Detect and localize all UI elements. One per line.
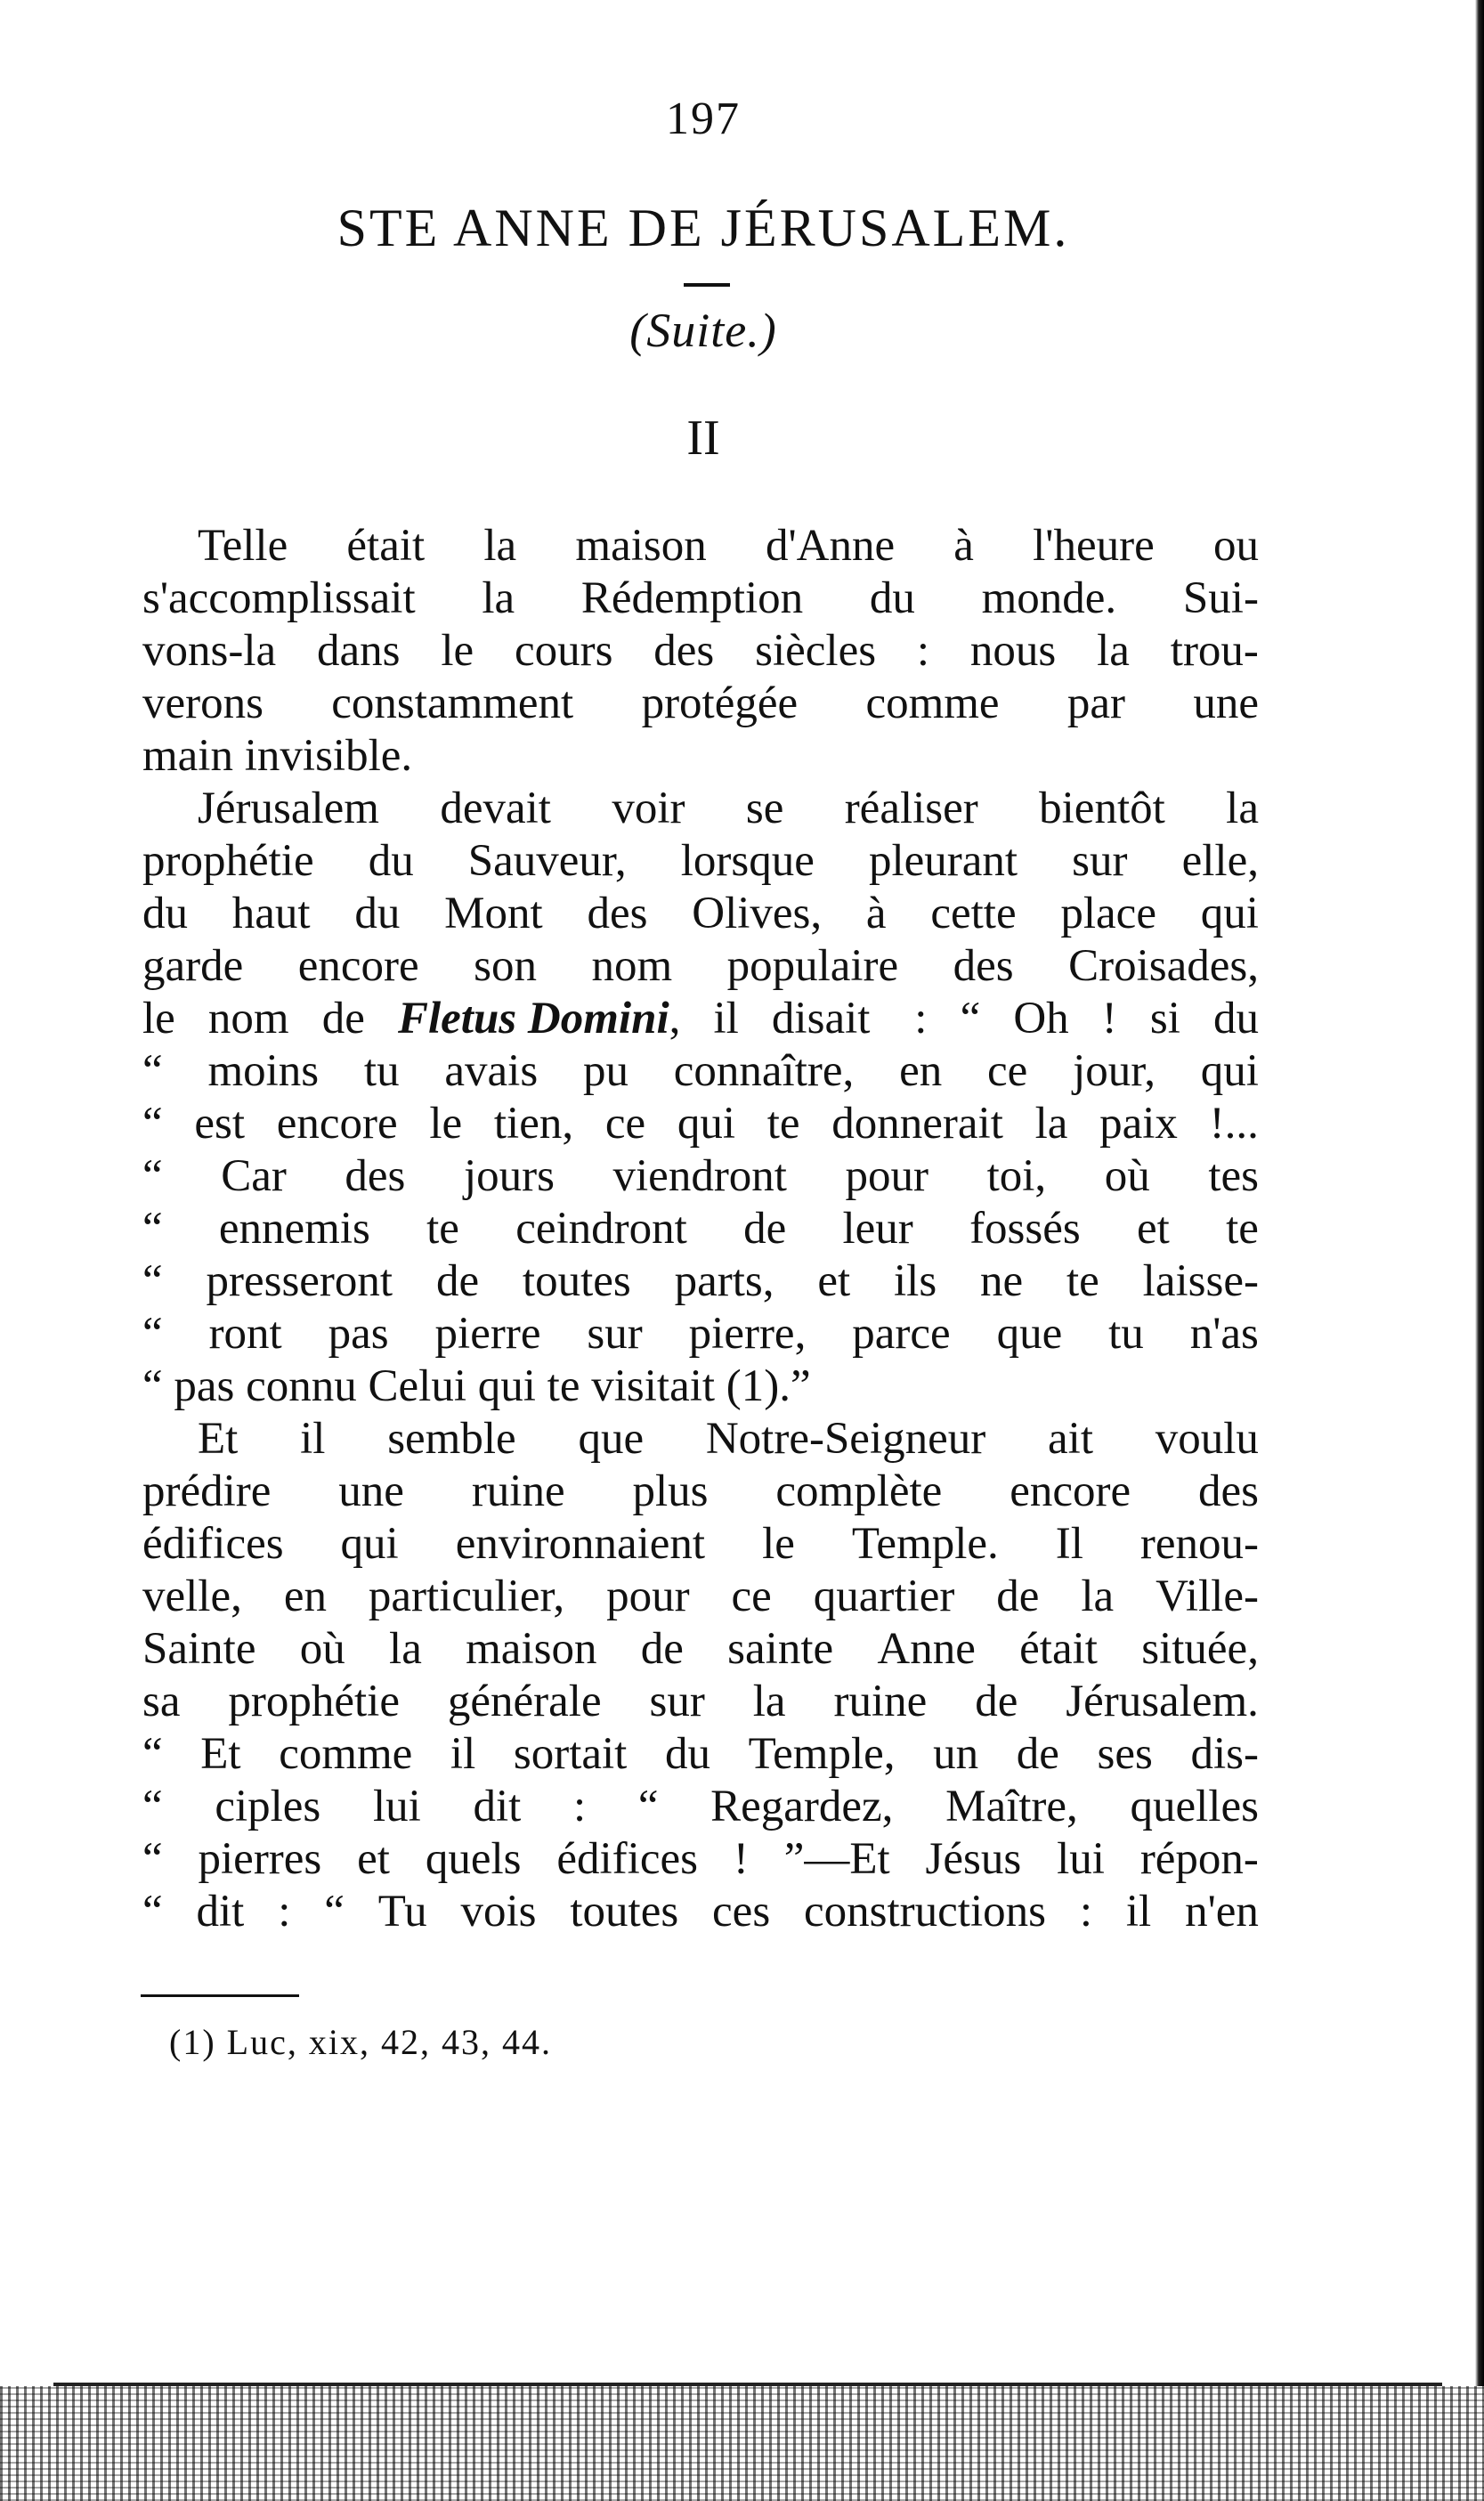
text-line: main invisible. — [142, 731, 413, 781]
text-line: du haut du Mont des Olives, à cette place qui — [142, 889, 1259, 938]
text-line: “ ront pas pierre sur pierre, parce que tu n'as — [142, 1309, 1259, 1359]
footnote-divider — [141, 1994, 299, 1997]
body-text — [142, 520, 1259, 1938]
chapter-title: STE ANNE DE JÉRUSALEM. — [337, 199, 1070, 257]
text-line: “ dit : “ Tu vois toutes ces constructions : il n'en — [142, 1887, 1259, 1937]
text-line: prédire une ruine plus complète encore des — [142, 1466, 1259, 1516]
text-line: “ moins tu avais pu connaître, en ce jour, qui — [142, 1046, 1259, 1096]
text-line: “ ennemis te ceindront de leur fossés et te — [142, 1204, 1259, 1254]
text-line: s'accomplissait la Rédemption du monde. Sui- — [142, 573, 1259, 623]
text-line: “ Car des jours viendront pour toi, où tes — [142, 1151, 1259, 1201]
text-line: Telle était la maison d'Anne à l'heure ou — [198, 521, 1259, 571]
text-line: Sainte où la maison de sainte Anne était située, — [142, 1624, 1259, 1674]
section-number: II — [686, 410, 720, 466]
scan-noise — [0, 2386, 1484, 2501]
text-line: velle, en particulier, pour ce quartier de la Ville- — [142, 1571, 1259, 1621]
chapter-subtitle: (Suite.) — [629, 304, 777, 357]
text-line: “ presseront de toutes parts, et ils ne te laisse- — [142, 1256, 1259, 1306]
text-line: vons-la dans le cours des siècles : nous la trou- — [142, 626, 1259, 676]
text-line: édifices qui environnaient le Temple. Il renou- — [142, 1519, 1259, 1569]
text-line: “ pierres et quels édifices ! ”—Et Jésus lui répon- — [142, 1834, 1259, 1884]
page-edge — [1475, 0, 1484, 2501]
text-line: garde encore son nom populaire des Croisades, — [142, 941, 1259, 991]
text-line: “ ciples lui dit : “ Regardez, Maître, quelles — [142, 1782, 1259, 1831]
text-line: “ est encore le tien, ce qui te donnerait la paix !... — [142, 1099, 1259, 1149]
text-line: sa prophétie générale sur la ruine de Jérusalem. — [142, 1677, 1259, 1726]
text-line: Jérusalem devait voir se réaliser bientôt la — [198, 784, 1259, 833]
text-line: “ pas connu Celui qui te visitait (1).” — [142, 1361, 811, 1411]
text-line: prophétie du Sauveur, lorsque pleurant sur elle, — [142, 836, 1259, 886]
title-divider — [684, 283, 730, 287]
footnote: (1) Luc, xix, 42, 43, 44. — [169, 2022, 552, 2062]
page-number: 197 — [666, 93, 741, 144]
text-line: Et il semble que Notre-Seigneur ait voulu — [198, 1414, 1259, 1464]
text-line: le nom de Fletus Domini, il disait : “ Oh ! si du — [142, 994, 1259, 1043]
text-line: “ Et comme il sortait du Temple, un de ses dis- — [142, 1729, 1259, 1779]
text-line: verons constamment protégée comme par une — [142, 678, 1259, 728]
